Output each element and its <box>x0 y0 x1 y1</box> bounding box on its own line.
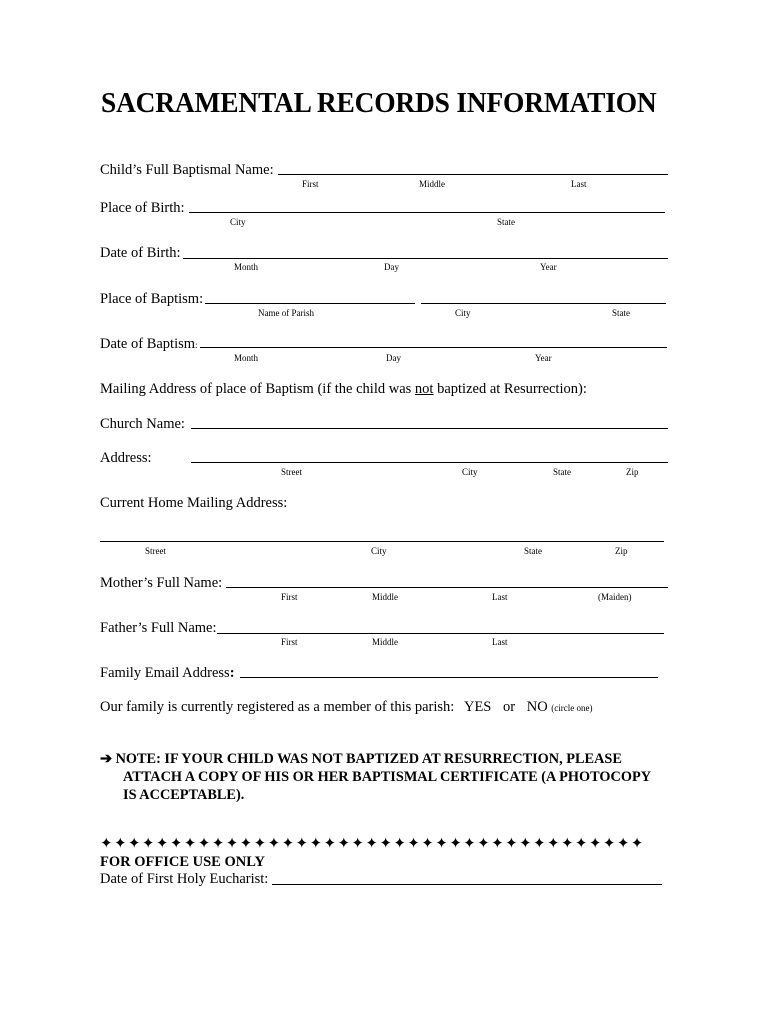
baptism-city-state-field[interactable] <box>421 303 666 304</box>
family-email-label: Family Email Address: <box>100 665 235 681</box>
address-field[interactable] <box>191 462 668 463</box>
home-address-field[interactable] <box>100 541 664 542</box>
yes-option[interactable]: YES <box>463 699 492 715</box>
father-name-field[interactable] <box>217 633 664 634</box>
place-of-birth-label: Place of Birth: <box>100 200 185 216</box>
mailing-address-heading: Mailing Address of place of Baptism (if the child was not baptized at Resurrection): <box>100 381 587 397</box>
father-middle-caption: Middle <box>372 637 398 647</box>
office-use-heading: FOR OFFICE USE ONLY <box>100 854 266 870</box>
address-label: Address: <box>100 450 152 466</box>
place-of-birth-field[interactable] <box>189 212 665 213</box>
child-name-middle-caption: Middle <box>419 179 445 189</box>
address-zip-caption: Zip <box>626 467 639 477</box>
first-eucharist-field[interactable] <box>272 884 662 885</box>
date-of-baptism-label: Date of Baptism: <box>100 336 198 352</box>
address-street-caption: Street <box>281 467 302 477</box>
place-of-baptism-label: Place of Baptism: <box>100 291 204 307</box>
home-state-caption: State <box>524 546 542 556</box>
father-last-caption: Last <box>492 637 508 647</box>
birth-day-caption: Day <box>384 262 399 272</box>
home-street-caption: Street <box>145 546 166 556</box>
mother-first-caption: First <box>281 592 298 602</box>
date-of-birth-label: Date of Birth: <box>100 245 181 261</box>
page-title: SACRAMENTAL RECORDS INFORMATION <box>101 88 657 119</box>
baptism-state-caption: State <box>612 308 630 318</box>
baptism-parish-field[interactable] <box>205 303 415 304</box>
child-name-first-caption: First <box>302 179 319 189</box>
registration-question: Our family is currently registered as a member of this parish: YES or NO (circle one) <box>100 699 593 715</box>
address-state-caption: State <box>553 467 571 477</box>
date-of-baptism-field[interactable] <box>200 347 667 348</box>
no-option[interactable]: NO <box>526 699 548 715</box>
arrow-icon: ➔ <box>100 751 112 767</box>
baptism-city-caption: City <box>455 308 471 318</box>
baptism-year-caption: Year <box>535 353 552 363</box>
father-name-label: Father’s Full Name: <box>100 620 217 636</box>
baptism-day-caption: Day <box>386 353 401 363</box>
home-zip-caption: Zip <box>615 546 628 556</box>
mother-name-label: Mother’s Full Name: <box>100 575 223 591</box>
baptism-month-caption: Month <box>234 353 259 363</box>
family-email-field[interactable] <box>240 677 658 678</box>
child-name-field[interactable] <box>278 174 668 175</box>
father-first-caption: First <box>281 637 298 647</box>
child-name-last-caption: Last <box>571 179 587 189</box>
mother-maiden-caption: (Maiden) <box>598 592 632 602</box>
home-address-label: Current Home Mailing Address: <box>100 495 288 511</box>
mother-last-caption: Last <box>492 592 508 602</box>
birth-year-caption: Year <box>540 262 557 272</box>
address-city-caption: City <box>462 467 478 477</box>
birth-city-caption: City <box>230 217 246 227</box>
parish-name-caption: Name of Parish <box>258 308 314 318</box>
birth-month-caption: Month <box>234 262 259 272</box>
home-city-caption: City <box>371 546 387 556</box>
church-name-field[interactable] <box>191 428 668 429</box>
child-name-label: Child’s Full Baptismal Name: <box>100 162 274 178</box>
mother-middle-caption: Middle <box>372 592 398 602</box>
diamond-separator: ✦✦✦✦✦✦✦✦✦✦✦✦✦✦✦✦✦✦✦✦✦✦✦✦✦✦✦✦✦✦✦✦✦✦✦✦✦✦✦ <box>100 836 645 852</box>
note-line-2: ATTACH A COPY OF HIS OR HER BAPTISMAL CERTIFICATE (A PHOTOCOPY <box>123 769 652 785</box>
date-of-birth-field[interactable] <box>183 258 668 259</box>
baptism-certificate-note: ➔ NOTE: IF YOUR CHILD WAS NOT BAPTIZED AT RESURRECTION, PLEASE <box>100 751 622 767</box>
birth-state-caption: State <box>497 217 515 227</box>
church-name-label: Church Name: <box>100 416 185 432</box>
note-line-3: IS ACCEPTABLE). <box>123 787 245 803</box>
mother-name-field[interactable] <box>226 587 668 588</box>
first-eucharist-label: Date of First Holy Eucharist: <box>100 871 269 887</box>
